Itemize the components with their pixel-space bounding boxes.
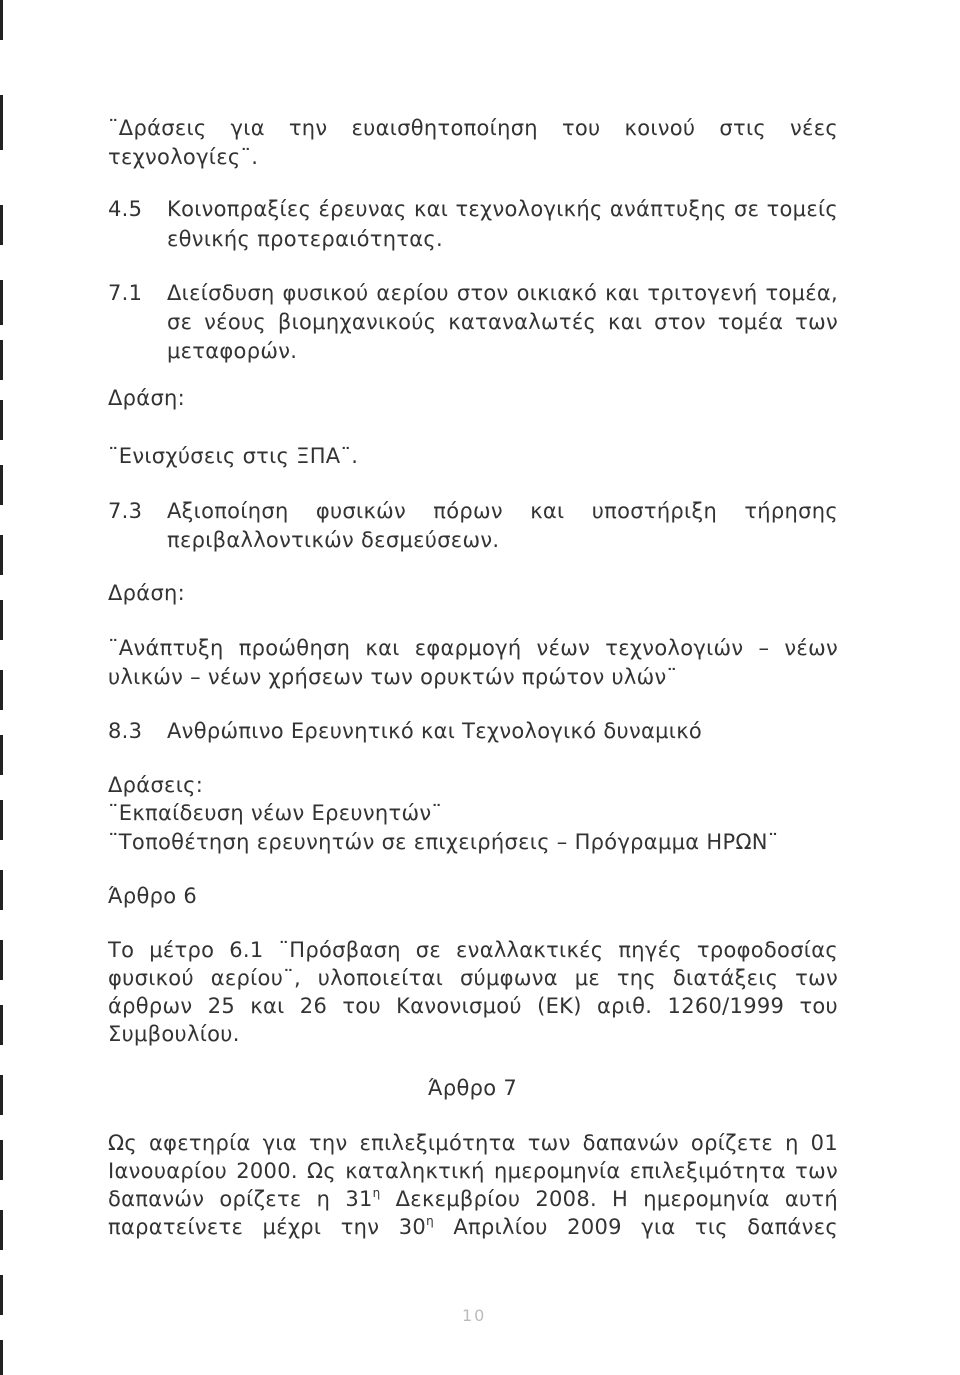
article-6-heading: Άρθρο 6: [108, 884, 198, 908]
superscript-eta: η: [426, 1214, 434, 1228]
scan-edge-mark: [0, 735, 3, 775]
section-7-3-action-line-2: υλικών – νέων χρήσεων των ορυκτών πρώτον υλών¨: [108, 665, 678, 689]
section-4-5-line-2: εθνικής προτεραιότητας.: [167, 227, 444, 251]
section-7-1-line-2: σε νέους βιομηχανικούς καταναλωτές και στον τομέα των: [167, 310, 838, 334]
section-8-3-actions-label: Δράσεις:: [108, 773, 204, 797]
section-7-1-action: ¨Ενισχύσεις στις ΞΠΑ¨.: [108, 444, 359, 468]
scan-edge-mark: [0, 870, 3, 910]
section-7-3-line-2: περιβαλλοντικών δεσμεύσεων.: [167, 528, 500, 552]
superscript-eta: η: [372, 1186, 381, 1200]
section-7-3-action-label: Δράση:: [108, 581, 186, 605]
section-7-3-line-1: Αξιοποίηση φυσικών πόρων και υποστήριξη τήρησης: [167, 499, 838, 523]
section-number-4-5: 4.5: [108, 197, 143, 221]
section-7-1-line-3: μεταφορών.: [167, 339, 298, 363]
scan-edge-mark: [0, 1075, 3, 1115]
scan-edge-mark: [0, 940, 3, 980]
scan-edge-mark: [0, 400, 3, 440]
scan-edge-mark: [0, 95, 3, 150]
page-number: 10: [462, 1306, 487, 1325]
section-7-1-action-label: Δράση:: [108, 386, 186, 410]
scan-edge-mark: [0, 1140, 3, 1180]
article-7-line-4: παρατείνετε μέχρι την $30^\eta$ Απριλίου 2009 για τις δαπάνες: [108, 1214, 838, 1239]
scan-edge-mark: [0, 280, 3, 325]
scan-edge-mark: [0, 465, 3, 505]
scan-edge-mark: [0, 0, 3, 40]
article-6-line-4: Συμβουλίου.: [108, 1022, 240, 1046]
section-8-3-title: Ανθρώπινο Ερευνητικό και Τεχνολογικό δυναμικό: [167, 719, 703, 743]
section-8-3-action-2: ¨Τοποθέτηση ερευνητών σε επιχειρήσεις – Πρόγραμμα ΗΡΩΝ¨: [108, 830, 779, 854]
article-7-line-1: Ως αφετηρία για την επιλεξιμότητα των δαπανών ορίζετε η 01: [108, 1131, 838, 1155]
article-7-line-2: Ιανουαρίου 2000. Ως καταληκτική ημερομηνία επιλεξιμότητα των: [108, 1159, 838, 1183]
section-7-1-line-1: Διείσδυση φυσικού αερίου στον οικιακό και τριτογενή τομέα,: [167, 281, 838, 305]
section-7-3-action-line-1: ¨Ανάπτυξη προώθηση και εφαρμογή νέων τεχνολογιών – νέων: [108, 636, 838, 660]
article-6-line-1: Το μέτρο 6.1 ¨Πρόσβαση σε εναλλακτικές πηγές τροφοδοσίας: [108, 938, 838, 962]
section-number-7-3: 7.3: [108, 499, 143, 523]
scan-edge-mark: [0, 340, 3, 380]
scan-edge-mark: [0, 800, 3, 840]
scan-edge-mark: [0, 670, 3, 710]
article-6-line-3: άρθρων 25 και 26 του Κανονισμού (ΕΚ) αριθ. 1260/1999 του: [108, 994, 838, 1018]
scan-edge-mark: [0, 535, 3, 575]
article-7-heading: Άρθρο 7: [428, 1076, 518, 1100]
article-6-line-2: φυσικού αερίου¨, υλοποιείται σύμφωνα με της διατάξεις των: [108, 966, 838, 990]
scan-edge-mark: [0, 1340, 3, 1375]
section-number-7-1: 7.1: [108, 281, 143, 305]
awareness-line-1: ¨Δράσεις για την ευαισθητοποίηση του κοινού στις νέες: [108, 116, 838, 140]
section-number-8-3: 8.3: [108, 719, 143, 743]
scan-edge-mark: [0, 205, 3, 245]
scan-edge-mark: [0, 600, 3, 640]
awareness-line-2: τεχνολογίες¨.: [108, 145, 259, 169]
scan-edge-mark: [0, 1275, 3, 1315]
scan-edge-mark: [0, 1005, 3, 1045]
section-4-5-line-1: Κοινοπραξίες έρευνας και τεχνολογικής ανάπτυξης σε τομείς: [167, 197, 838, 221]
scan-edge-mark: [0, 1210, 3, 1250]
article-7-line-3: δαπανών ορίζετε η $31^\eta$ Δεκεμβρίου 2008. Η ημερομηνία αυτή: [108, 1186, 838, 1211]
section-8-3-action-1: ¨Εκπαίδευση νέων Ερευνητών¨: [108, 801, 443, 825]
